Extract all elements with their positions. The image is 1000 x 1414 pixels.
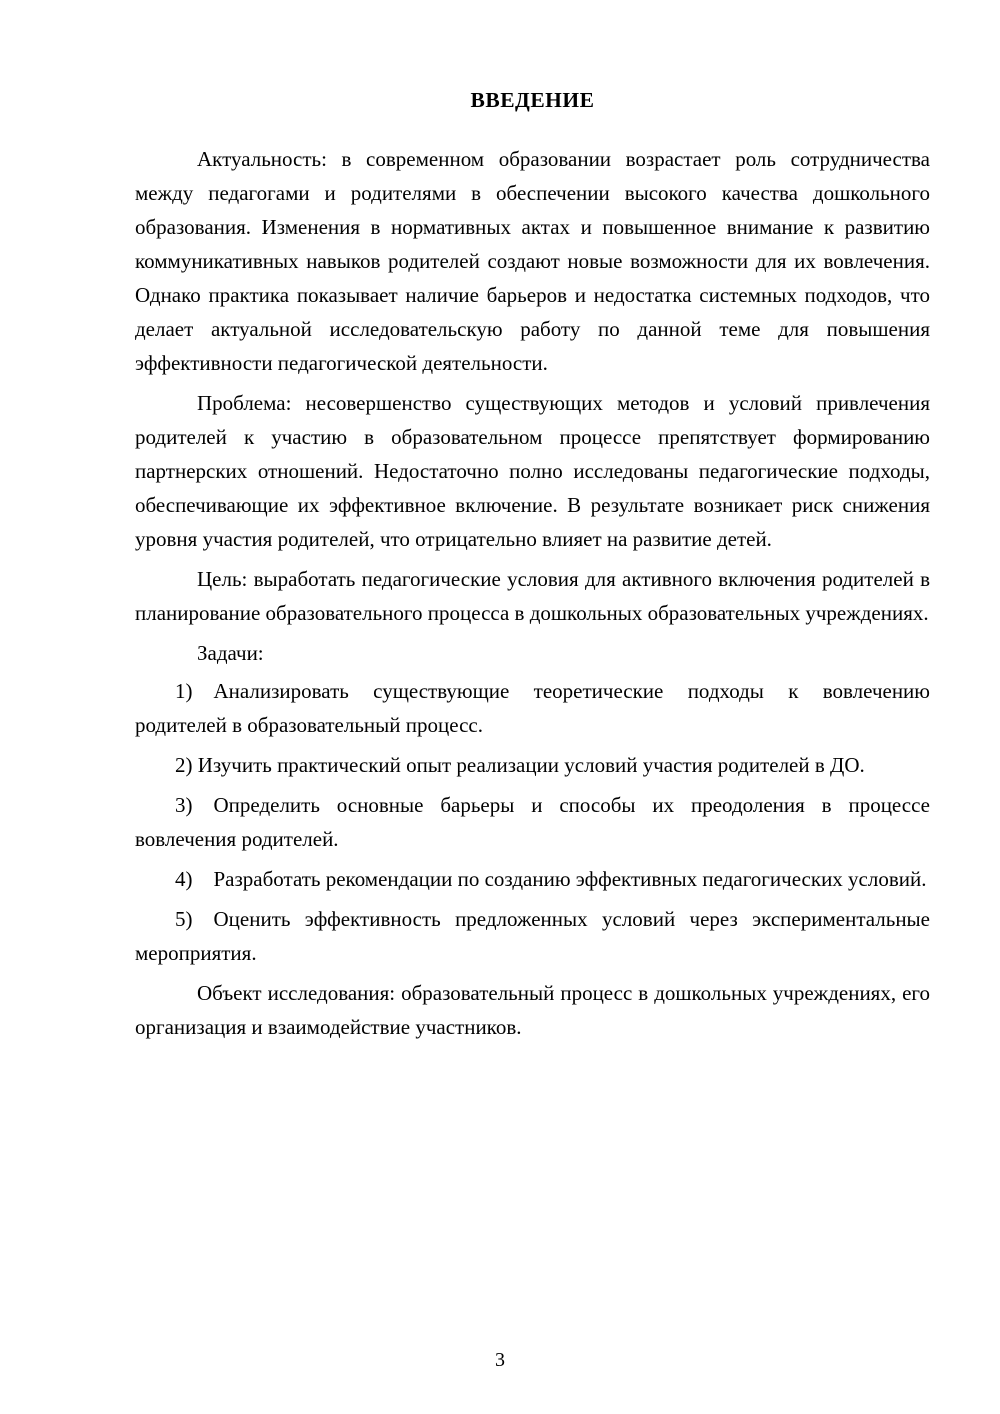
task-item-1: 1) Анализировать существующие теоретические подходы к вовлечению родителей в образовательный процесс. bbox=[135, 679, 930, 738]
task-item-5: 5) Оценить эффективность предложенных условий через экспериментальные мероприятия. bbox=[135, 907, 930, 966]
page-title: ВВЕДЕНИЕ bbox=[470, 88, 595, 112]
paragraph-goal: Цель: выработать педагогические условия для активного включения родителей в планирование образовательного процесса в дошкольных образовательных учреждениях. bbox=[135, 566, 930, 625]
page-number: 3 bbox=[495, 1349, 505, 1371]
task-item-3: 3) Определить основные барьеры и способы их преодоления в процессе вовлечения родителей. bbox=[135, 793, 930, 852]
tasks-heading: Задачи: bbox=[197, 641, 264, 666]
paragraph-relevance: Актуальность: в современном образовании возрастает роль сотрудничества между педагогами и родителями в обеспечении высокого качества дошкольного образования. Изменения в нормативных актах и повышенное внимание к развитию коммуникативных навыков родителей создают новые возможности для их вовлечения. Однако практика показывает наличие барьеров и недостатка системных подходов, что делает актуальной исследовательскую работу по данной теме для повышения эффективности педагогической деятельности. bbox=[135, 146, 930, 375]
task-item-2: 2) Изучить практический опыт реализации условий участия родителей в ДО. bbox=[175, 753, 865, 778]
paragraph-problem: Проблема: несовершенство существующих методов и условий привлечения родителей к участию в образовательном процессе препятствует формированию партнерских отношений. Недостаточно полно исследованы педагогические подходы, обеспечивающие их эффективное включение. В результате возникает риск снижения уровня участия родителей, что отрицательно влияет на развитие детей. bbox=[135, 390, 930, 551]
task-item-4: 4) Разработать рекомендации по созданию эффективных педагогических условий. bbox=[175, 867, 927, 892]
paragraph-object: Объект исследования: образовательный процесс в дошкольных учреждениях, его организация и взаимодействие участников. bbox=[135, 981, 930, 1040]
